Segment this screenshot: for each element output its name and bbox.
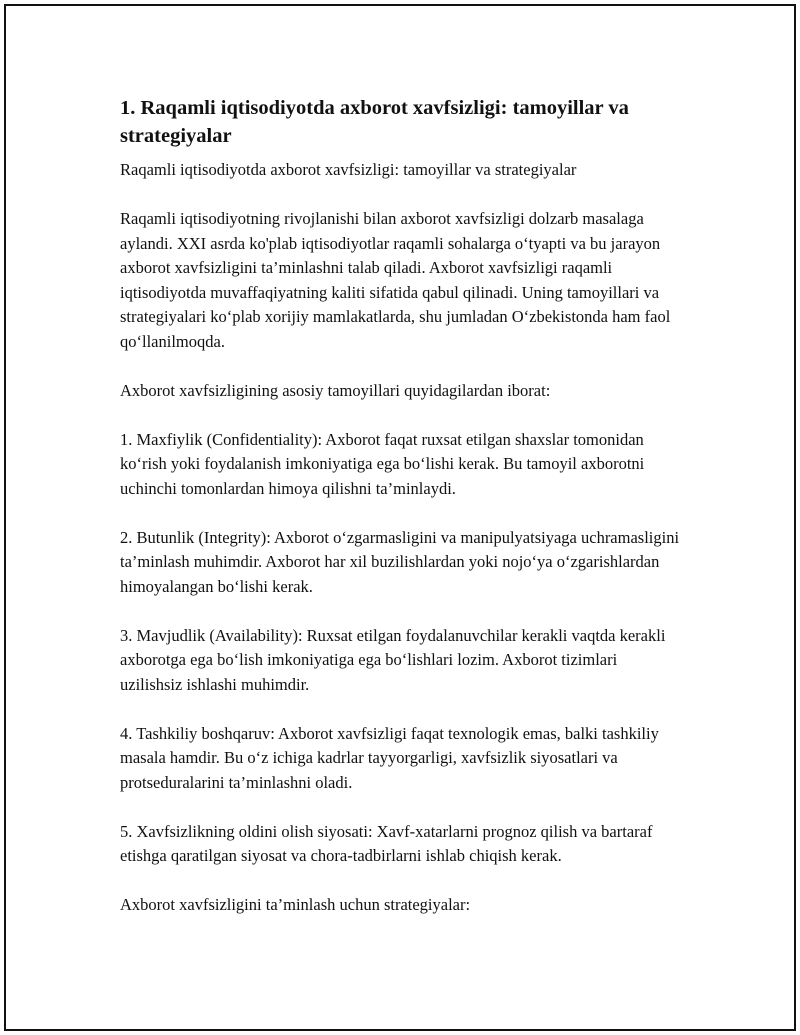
document-title: 1. Raqamli iqtisodiyotda axborot xavfsizligi: tamoyillar va strategiyalar [120, 97, 629, 147]
page-frame [4, 4, 796, 1031]
strategies-heading-paragraph: Axborot xavfsizligini ta’minlash uchun strategiyalar: [120, 895, 471, 914]
principle-prevention-policy: 5. Xavfsizlikning oldini olish siyosati: Xavf-xatarlarni prognoz qilish va bartaraf etishga qaratilgan siyosat va chora-tadbirlarni ishlab chiqish kerak. [120, 821, 653, 865]
principles-heading-paragraph: Axborot xavfsizligining asosiy tamoyillari quyidagilardan iborat: [120, 380, 551, 400]
document-body [120, 94, 680, 942]
document-subtitle: Raqamli iqtisodiyotda axborot xavfsizligi: tamoyillar va strategiyalar [120, 160, 577, 179]
intro-paragraph: Raqamli iqtisodiyotning rivojlanishi bilan axborot xavfsizligi dolzarb masalaga aylandi. XXI asrda ko'plab iqtisodiyotlar raqamli sohalarga o‘tyapti va bu jarayon axborot xavfsizligini ta’minlashni talab qiladi. Axborot xavfsizligi raqamli iqtisodiyotda muvaffaqiyatning kaliti sifatida qabul qilinadi. Uning tamoyillari va strategiyalari ko‘plab xorijiy mamlakatlarda, shu jumladan O‘zbekistonda ham faol qo‘llanilmoqda. [120, 209, 671, 351]
principle-confidentiality: 1. Maxfiylik (Confidentiality): Axborot faqat ruxsat etilgan shaxslar tomonidan ko‘rish yoki foydalanish imkoniyatiga ega bo‘lishi kerak. Bu tamoyil axborotni uchinchi tomonlardan himoya qilishni ta’minlaydi. [120, 429, 645, 498]
principle-availability: 3. Mavjudlik (Availability): Ruxsat etilgan foydalanuvchilar kerakli vaqtda kerakli axborotga ega bo‘lish imkoniyatiga ega bo‘lishlari lozim. Axborot tizimlari uzilishsiz ishlashi muhimdir. [120, 625, 666, 694]
principle-organizational-management: 4. Tashkiliy boshqaruv: Axborot xavfsizligi faqat texnologik emas, balki tashkiliy masala hamdir. Bu o‘z ichiga kadrlar tayyorgarligi, xavfsizlik siyosatlari va protseduralarini ta’minlashni oladi. [120, 723, 659, 792]
principle-integrity: 2. Butunlik (Integrity): Axborot o‘zgarmasligini va manipulyatsiyaga uchramasligini ta’minlash muhimdir. Axborot har xil buzilishlardan yoki nojo‘ya o‘zgarishlardan himoyalangan bo‘lishi kerak. [120, 527, 680, 596]
